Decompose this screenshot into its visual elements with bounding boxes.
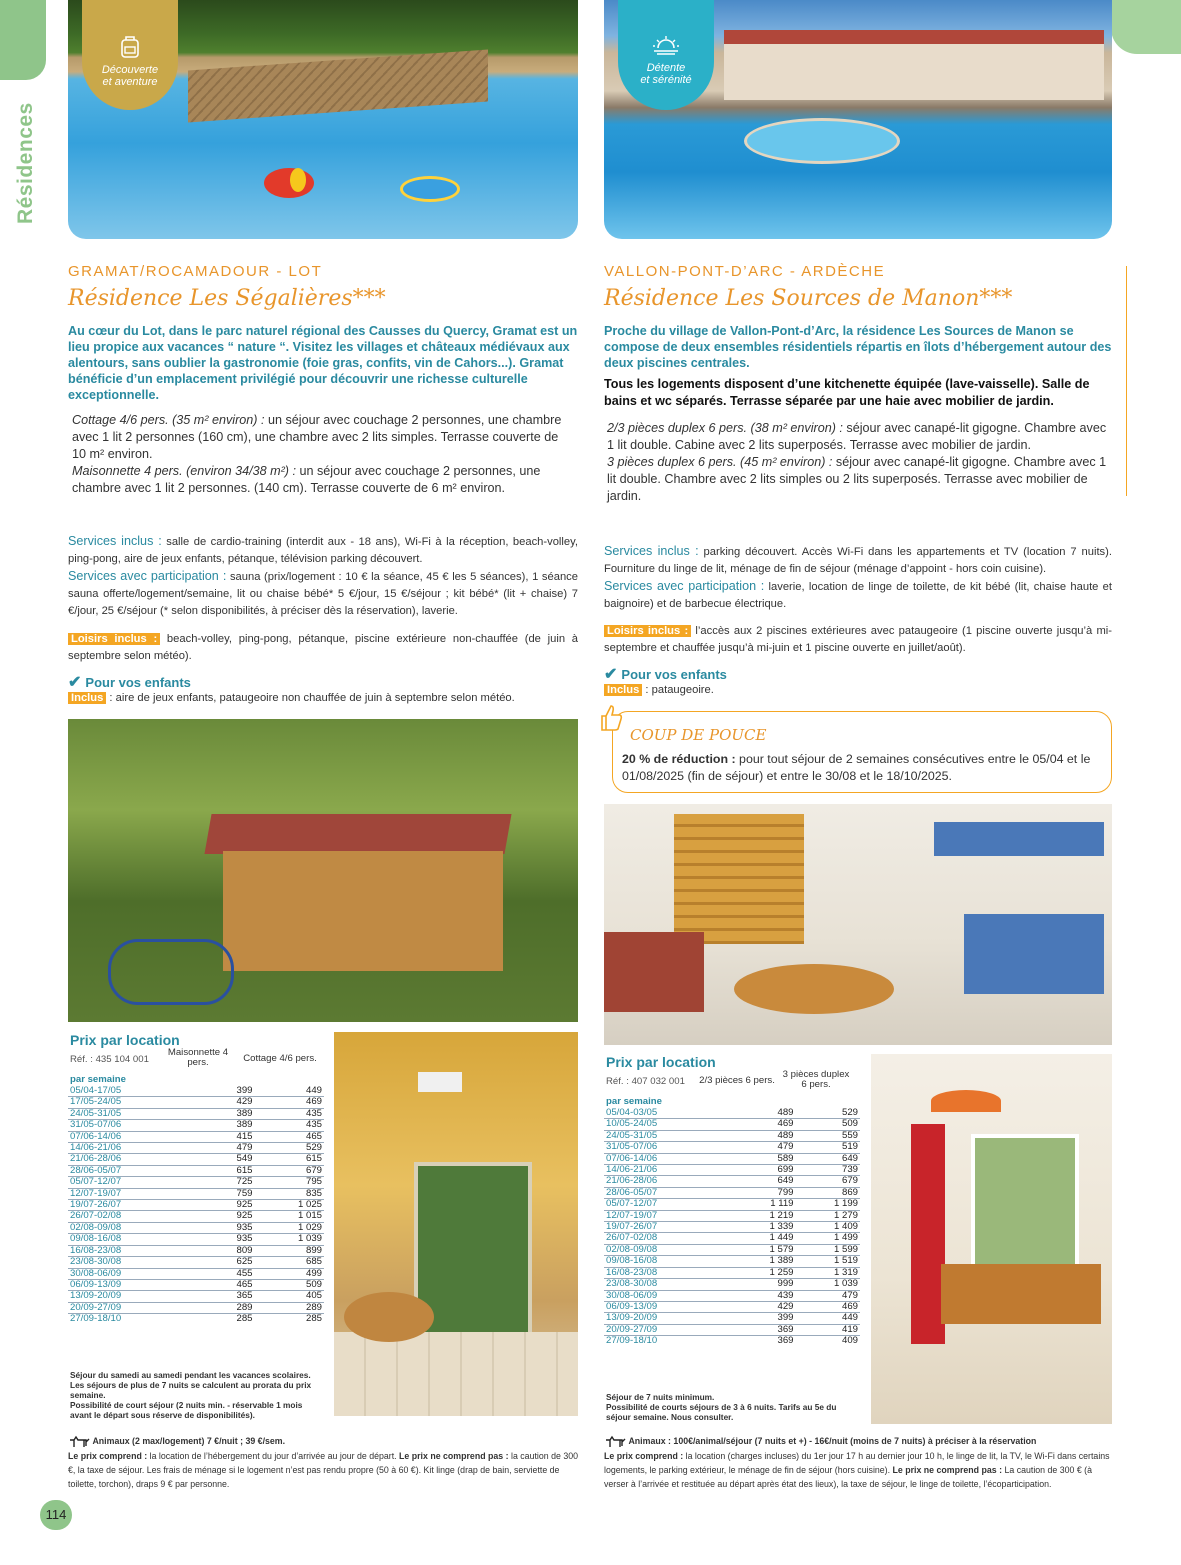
price-period: 21/06-28/06: [68, 1154, 205, 1165]
price-period: 31/05-07/06: [68, 1120, 205, 1131]
dining-room-photo: [871, 1054, 1112, 1424]
price-value: 419: [796, 1324, 860, 1335]
price-period: 26/07-02/08: [68, 1211, 205, 1222]
price-value: 435: [255, 1108, 324, 1119]
badge-line1: Détente: [646, 62, 686, 74]
corner-tab: [1111, 0, 1181, 54]
kids-title-left: [68, 672, 191, 692]
wooden-stairs: [674, 814, 804, 944]
price-value: 615: [255, 1154, 324, 1165]
price-value: 399: [236, 1085, 253, 1096]
activity-badge-right: [618, 0, 714, 110]
price-period: 19/07-26/07: [604, 1222, 731, 1233]
price-value: 365: [205, 1291, 255, 1302]
price-value: 439: [731, 1290, 795, 1301]
price-value: 1 199: [796, 1199, 860, 1210]
price-value: 935: [205, 1222, 255, 1233]
price-title-left: Prix par location: [70, 1032, 180, 1048]
price-value: 615: [205, 1165, 255, 1176]
price-value: 1 259: [731, 1267, 795, 1278]
inclus-label: Inclus: [604, 684, 642, 696]
price-row: [68, 1302, 324, 1313]
price-row: [604, 1119, 860, 1130]
price-period: 05/07-12/07: [68, 1177, 205, 1188]
kids-inclus-left: [68, 690, 578, 707]
price-period: 05/04-17/05: [70, 1085, 122, 1096]
price-value: 679: [255, 1165, 324, 1176]
kids-title-right: [604, 664, 727, 684]
location-right: VALLON-PONT-D’ARC - ARDÈCHE: [604, 263, 886, 280]
price-value: 1 449: [731, 1233, 795, 1244]
check-icon: ✔: [604, 666, 618, 683]
price-value: 679: [796, 1176, 860, 1187]
price-row: [604, 1187, 860, 1198]
price-period: 12/07-19/07: [68, 1188, 205, 1199]
price-period: 26/07-02/08: [604, 1233, 731, 1244]
price-value: 1 409: [796, 1222, 860, 1233]
price-ref-left: Réf. : 435 104 001: [70, 1054, 149, 1065]
kitchen-counter: [964, 914, 1104, 994]
price-row: [68, 1222, 324, 1233]
price-value: 835: [255, 1188, 324, 1199]
price-period: 24/05-31/05: [604, 1130, 731, 1141]
price-value: 399: [731, 1313, 795, 1324]
red-curtain: [911, 1124, 945, 1344]
price-value: 1 599: [796, 1244, 860, 1255]
chalet-wall: [223, 851, 503, 971]
price-period: 02/08-09/08: [604, 1244, 731, 1255]
loisirs-label: Loisirs inclus :: [604, 625, 691, 637]
price-value: 369: [731, 1336, 795, 1347]
price-title-right: Prix par location: [606, 1054, 716, 1070]
price-value: 519: [796, 1142, 860, 1153]
price-row: [604, 1279, 860, 1290]
ne-comprend-label-left: Le prix ne comprend pas :: [399, 1450, 509, 1461]
inclus-text: : aire de jeux enfants, pataugeoire non chauffée de juin à septembre selon météo.: [106, 692, 515, 704]
duplex3-text: séjour avec canapé-lit gigogne. Chambre avec 1 lit double. Chambre avec 2 lits simples ou 2 lits superposés. Terrasse avec mobilier de jardin.: [607, 455, 1107, 503]
price-period: 10/05-24/05: [604, 1119, 731, 1130]
price-period: 05/04-03/05: [606, 1107, 658, 1118]
price-col1-left: Maisonnette 4 pers.: [167, 1047, 229, 1068]
residence-title-left: Résidence Les Ségalières***: [68, 286, 386, 311]
duplex3-label: 3 pièces duplex 6 pers. (45 m² environ) :: [607, 455, 833, 469]
price-row: [604, 1165, 860, 1176]
price-week-left: par semaine: [70, 1074, 126, 1085]
price-value: 799: [731, 1187, 795, 1198]
badge-line2: et sérénité: [640, 74, 692, 86]
tile-floor: [334, 1332, 578, 1416]
price-row: [68, 1131, 324, 1142]
price-period: 06/09-13/09: [68, 1279, 205, 1290]
coup-body: pour tout séjour de 2 semaines consécutives entre le 05/04 et le 01/08/2025 (fin de séjour) et entre le 30/08 et le 18/10/2025.: [622, 752, 1091, 783]
services-participation-label: Services avec participation :: [68, 569, 227, 583]
price-value: 649: [796, 1153, 860, 1164]
price-value: 465: [205, 1279, 255, 1290]
price-period: 09/08-16/08: [68, 1234, 205, 1245]
price-value: 429: [205, 1097, 255, 1108]
price-value: 389: [205, 1108, 255, 1119]
inclus-label: Inclus: [68, 692, 106, 704]
price-value: 559: [796, 1130, 860, 1141]
badge-line2: et aventure: [102, 76, 158, 88]
kids-title-text: Pour vos enfants: [621, 667, 727, 682]
residence-buildings: [724, 40, 1104, 100]
sofa: [604, 932, 704, 1012]
price-ref-right: Réf. : 407 032 001: [606, 1076, 685, 1087]
price-value: 589: [731, 1153, 795, 1164]
price-value: 1 519: [796, 1256, 860, 1267]
price-value: 529: [841, 1107, 858, 1118]
price-value: 549: [205, 1154, 255, 1165]
price-value: 289: [255, 1302, 324, 1313]
animals-left: Animaux (2 max/logement) 7 €/nuit ; 39 €/sem.: [92, 1436, 286, 1446]
coup-text: [622, 751, 1100, 785]
sidebar-tab-top: [0, 0, 46, 80]
price-period: 05/07-12/07: [604, 1199, 731, 1210]
services-inclus-label: Services inclus :: [604, 544, 699, 558]
loisirs-text: l’accès aux 2 piscines extérieures avec pataugeoire (1 piscine ouverte jusqu’à mi-septembre et chauffée jusqu’à mi-juin et 1 piscine ouverte en juillet/août).: [604, 625, 1113, 654]
price-period: 16/08-23/08: [68, 1245, 205, 1256]
price-row: [68, 1165, 324, 1176]
price-row: [604, 1210, 860, 1221]
price-week-right: par semaine: [606, 1096, 662, 1107]
price-period: 20/09-27/09: [68, 1302, 205, 1313]
accommodation-left: [72, 412, 572, 497]
chalet-roof: [204, 814, 511, 854]
dining-table: [734, 964, 894, 1014]
services-participation-text: sauna (prix/logement : 10 € la séance, 45 € les 5 séances), 1 séance sauna offerte/logement/semaine, lit ou chaise bébé* 5 €/jour, 15 €/séjour ; kit bébé* (lit + chaise) 7 €/jour, 25 €/séjour (* selon disponibilités, à préciser dès la réservation), laverie.: [68, 571, 578, 617]
dog-icon: [604, 1435, 626, 1449]
price-value: 1 039: [796, 1279, 860, 1290]
price-row: [604, 1153, 860, 1164]
price-notes-right: [606, 1392, 860, 1422]
price-value: 479: [205, 1143, 255, 1154]
price-value: 489: [731, 1130, 795, 1141]
price-value: 285: [205, 1314, 255, 1325]
inclus-text: : pataugeoire.: [642, 684, 714, 696]
table: [344, 1292, 434, 1342]
price-row: [604, 1256, 860, 1267]
deck-shape: [188, 50, 488, 123]
price-note: Possibilité de court séjour (2 nuits min. - réservable 1 mois avant le départ sous réserve de disponibilités).: [70, 1400, 303, 1420]
price-period: 19/07-26/07: [68, 1200, 205, 1211]
location-left: GRAMAT/ROCAMADOUR - LOT: [68, 263, 323, 280]
price-value: 449: [796, 1313, 860, 1324]
kids-title-text: Pour vos enfants: [85, 675, 191, 690]
price-period: 02/08-09/08: [68, 1222, 205, 1233]
backpack-icon: [117, 34, 143, 60]
pool-duck: [290, 168, 306, 192]
price-value: 435: [255, 1120, 324, 1131]
price-value: 869: [796, 1187, 860, 1198]
price-row: [68, 1291, 324, 1302]
living-room-photo: [604, 804, 1112, 1045]
price-period: 27/09-18/10: [604, 1336, 731, 1347]
price-row: [68, 1314, 324, 1325]
price-col1-right: 2/3 pièces 6 pers.: [699, 1075, 775, 1086]
price-period: 09/08-16/08: [604, 1256, 731, 1267]
thumbs-up-icon: [596, 702, 624, 732]
price-note: Séjour de 7 nuits minimum.: [606, 1392, 715, 1402]
price-period: 17/05-24/05: [68, 1097, 205, 1108]
duplex23-text: séjour avec canapé-lit gigogne. Chambre avec 1 lit double. Cabine avec 2 lits superposés. Terrasse avec mobilier de jardin.: [607, 421, 1107, 452]
price-value: 429: [731, 1301, 795, 1312]
price-value: 469: [731, 1119, 795, 1130]
price-row: [68, 1257, 324, 1268]
price-row: [68, 1188, 324, 1199]
price-value: 1 015: [255, 1211, 324, 1222]
price-value: 455: [205, 1268, 255, 1279]
price-value: 999: [731, 1279, 795, 1290]
services-participation-label: Services avec participation :: [604, 579, 765, 593]
price-period: 24/05-31/05: [68, 1108, 205, 1119]
ne-comprend-right: La caution de 300 € (à verser à l’arrivée et restituée au départ après état des lieux), la taxe de séjour, le linge de toilette, l’écoparticipation.: [604, 1464, 1093, 1489]
price-period: 07/06-14/06: [68, 1131, 205, 1142]
loisirs-right: [604, 623, 1112, 657]
price-row: [604, 1290, 860, 1301]
comprend-left: la location de l’hébergement du jour d’arrivée au jour de départ.: [147, 1450, 397, 1461]
price-value: 899: [255, 1245, 324, 1256]
pool-toy: [400, 176, 460, 202]
price-value: 739: [796, 1165, 860, 1176]
price-value: 469: [255, 1097, 324, 1108]
price-period: 14/06-21/06: [604, 1165, 731, 1176]
price-period: 16/08-23/08: [604, 1267, 731, 1278]
animals-right: Animaux : 100€/animal/séjour (7 nuits et +) - 16€/nuit (moins de 7 nuits) à préciser à la réservation: [628, 1436, 1037, 1446]
price-row: [68, 1177, 324, 1188]
jacuzzi: [744, 118, 900, 164]
footer-left: [68, 1434, 580, 1491]
price-row: [604, 1336, 860, 1347]
price-value: 289: [205, 1302, 255, 1313]
services-inclus-text: parking découvert. Accès Wi-Fi dans les appartements et TV (location 7 nuits). Fourniture du linge de lit, ménage de fin de séjour (ménage d’appoint - hors coin cuisine).: [604, 546, 1112, 575]
price-notes-left: [70, 1370, 320, 1420]
dog-icon: [68, 1435, 90, 1449]
price-period: 06/09-13/09: [604, 1301, 731, 1312]
price-value: 699: [731, 1165, 795, 1176]
loisirs-left: [68, 631, 578, 665]
price-period: 20/09-27/09: [604, 1324, 731, 1335]
kitchen-right: Tous les logements disposent d’une kitchenette équipée (lave-vaisselle). Salle de bains et wc séparés. Terrasse séparée par une haie avec mobilier de jardin.: [604, 377, 1090, 408]
price-row: [68, 1245, 324, 1256]
price-row: [68, 1279, 324, 1290]
price-value: 795: [255, 1177, 324, 1188]
price-value: 529: [255, 1143, 324, 1154]
services-inclus-label: Services inclus :: [68, 534, 162, 548]
price-period: 14/06-21/06: [68, 1143, 205, 1154]
check-icon: ✔: [68, 674, 82, 691]
maison-label: Maisonnette 4 pers. (environ 34/38 m²) :: [72, 464, 296, 478]
cottage-text: un séjour avec couchage 2 personnes, une chambre avec 1 lit 2 personnes (160 cm), une chambre avec 2 lits simples. Terrasse couverte de 10 m² environ.: [72, 413, 562, 461]
price-value: 479: [796, 1290, 860, 1301]
coup-title: COUP DE POUCE: [630, 726, 767, 744]
price-value: 479: [731, 1142, 795, 1153]
price-period: 12/07-19/07: [604, 1210, 731, 1221]
air-conditioner: [418, 1072, 462, 1092]
section-label: Résidences: [14, 102, 37, 224]
pendant-lamp: [931, 1090, 1001, 1112]
price-row: [68, 1143, 324, 1154]
price-value: 409: [796, 1336, 860, 1347]
price-period: 07/06-14/06: [604, 1153, 731, 1164]
price-value: 935: [205, 1234, 255, 1245]
price-period: 21/06-28/06: [604, 1176, 731, 1187]
price-value: 405: [255, 1291, 324, 1302]
price-period: 13/09-20/09: [68, 1291, 205, 1302]
page-number: 114: [40, 1500, 72, 1530]
price-value: 465: [255, 1131, 324, 1142]
price-value: 449: [305, 1085, 322, 1096]
sunset-icon: [651, 34, 681, 58]
price-value: 725: [205, 1177, 255, 1188]
price-row: [68, 1120, 324, 1131]
price-row: [68, 1097, 324, 1108]
services-right: [604, 543, 1112, 613]
price-value: 509: [255, 1279, 324, 1290]
price-value: 1 389: [731, 1256, 795, 1267]
building-roofs: [724, 30, 1104, 44]
price-value: 285: [255, 1314, 324, 1325]
price-period: 28/06-05/07: [604, 1187, 731, 1198]
price-period: 30/08-06/09: [604, 1290, 731, 1301]
price-value: 925: [205, 1200, 255, 1211]
badge-line1: Découverte: [101, 64, 159, 76]
price-row: [68, 1268, 324, 1279]
interior-photo-left: [334, 1032, 578, 1416]
price-period: 13/09-20/09: [604, 1313, 731, 1324]
right-divider: [1126, 266, 1127, 496]
comprend-right: la location (charges incluses) du 1er jour 17 h au dernier jour 10 h, le linge de lit, la TV, le Wi-Fi dans certains logements, le parking extérieur, le ménage de fin de séjour (hors cuisine).: [604, 1450, 1110, 1475]
price-value: 1 339: [731, 1222, 795, 1233]
price-note: Possibilité de courts séjours de 3 à 6 nuits. Tarifs au 5e du séjour semaine. Nous consulter.: [606, 1402, 837, 1422]
price-row: [68, 1086, 324, 1097]
price-table-left: [68, 1086, 324, 1325]
bicycle: [108, 939, 234, 1005]
duplex23-label: 2/3 pièces duplex 6 pers. (38 m² environ) :: [607, 421, 843, 435]
price-row: [604, 1244, 860, 1255]
price-row: [68, 1234, 324, 1245]
price-row: [604, 1233, 860, 1244]
pool-float: [264, 168, 314, 198]
price-row: [604, 1222, 860, 1233]
price-col2-left: Cottage 4/6 pers.: [243, 1053, 317, 1064]
price-value: 1 219: [731, 1210, 795, 1221]
price-period: 23/08-30/08: [604, 1279, 731, 1290]
price-value: 489: [777, 1107, 794, 1118]
services-inclus-text: salle de cardio-training (interdit aux - 18 ans), Wi-Fi à la réception, beach-volley, ping-pong, aire de jeux enfants, pétanque, télévision parking découvert.: [68, 536, 578, 565]
kitchen-cabinets: [934, 822, 1104, 856]
loisirs-label: Loisirs inclus :: [68, 633, 160, 645]
residence-title-right: Résidence Les Sources de Manon***: [604, 286, 1013, 311]
garden-door: [971, 1134, 1079, 1282]
price-value: 809: [205, 1245, 255, 1256]
price-value: 1 579: [731, 1244, 795, 1255]
price-value: 369: [731, 1324, 795, 1335]
price-value: 415: [205, 1131, 255, 1142]
maison-text: un séjour avec couchage 2 personnes, une chambre avec 1 lit 2 personnes. (140 cm). Terrasse couverte de 6 m² environ.: [72, 464, 541, 495]
price-value: 389: [205, 1120, 255, 1131]
price-value: 1 499: [796, 1233, 860, 1244]
price-value: 685: [255, 1257, 324, 1268]
comprend-label-left: Le prix comprend :: [68, 1450, 148, 1461]
price-period: 30/08-06/09: [68, 1268, 205, 1279]
intro-right: Proche du village de Vallon-Pont-d’Arc, la résidence Les Sources de Manon se compose de deux ensembles résidentiels répartis en îlots d’hébergement autour des deux piscines centrales.: [604, 324, 1112, 370]
price-value: 1 025: [255, 1200, 324, 1211]
price-value: 649: [731, 1176, 795, 1187]
ne-comprend-label-right: Le prix ne comprend pas :: [892, 1464, 1003, 1475]
activity-badge-left: [82, 0, 178, 110]
price-value: 625: [205, 1257, 255, 1268]
services-participation-text: laverie, location de linge de toilette, de kit bébé (lit, chaise haute et baignoire) et de barbecue électrique.: [604, 581, 1112, 610]
price-col2-right: 3 pièces duplex 6 pers.: [782, 1069, 850, 1090]
price-row: [604, 1199, 860, 1210]
price-value: 1 119: [731, 1199, 795, 1210]
price-row: [604, 1324, 860, 1335]
price-row: [604, 1130, 860, 1141]
comprend-label-right: Le prix comprend :: [604, 1450, 684, 1461]
price-table-right: [604, 1108, 860, 1347]
kids-inclus-right: [604, 682, 1112, 699]
price-period: 31/05-07/06: [604, 1142, 731, 1153]
price-value: 925: [205, 1211, 255, 1222]
price-period: 27/09-18/10: [68, 1314, 205, 1325]
cottage-label: Cottage 4/6 pers. (35 m² environ) :: [72, 413, 265, 427]
price-row: [604, 1142, 860, 1153]
price-value: 469: [796, 1301, 860, 1312]
price-value: 1 039: [255, 1234, 324, 1245]
price-row: [604, 1176, 860, 1187]
price-period: 28/06-05/07: [68, 1165, 205, 1176]
ne-comprend-left: la caution de 300 €, la taxe de séjour. Les frais de ménage si le logement n’est pas rendu propre (50 à 60 €). Kit linge (drap de bain, serviette de toilette, torchon), draps 9 € par personne.: [68, 1450, 578, 1489]
price-row: [68, 1211, 324, 1222]
price-row: [68, 1200, 324, 1211]
price-row: [68, 1154, 324, 1165]
accommodation-right: [607, 420, 1107, 505]
price-row: [604, 1313, 860, 1324]
footer-right: [604, 1434, 1114, 1491]
intro-left: Au cœur du Lot, dans le parc naturel régional des Causses du Quercy, Gramat est un lieu propice aux vacances “ nature “. Visitez les villages et châteaux médiévaux aux alentours, sans oublier la gastronomie (foie gras, confits, vin de Cahors...). Gramat bénéficie d’un emplacement privilégié pour découvrir une richesse culturelle exceptionnelle.: [68, 324, 578, 402]
price-row: [604, 1267, 860, 1278]
price-value: 759: [205, 1188, 255, 1199]
chalet-photo: [68, 719, 578, 1022]
price-value: 1 029: [255, 1222, 324, 1233]
price-value: 1 319: [796, 1267, 860, 1278]
price-row: [604, 1301, 860, 1312]
price-row: [604, 1108, 860, 1119]
price-value: 499: [255, 1268, 324, 1279]
loisirs-text: beach-volley, ping-pong, pétanque, piscine extérieure non-chauffée (de juin à septembre selon météo).: [68, 633, 578, 662]
price-value: 509: [796, 1119, 860, 1130]
coup-label: 20 % de réduction :: [622, 752, 736, 766]
dining-table-right: [941, 1264, 1101, 1324]
price-value: 1 279: [796, 1210, 860, 1221]
services-left: [68, 533, 578, 620]
price-row: [68, 1108, 324, 1119]
price-note: Séjour du samedi au samedi pendant les vacances scolaires.: [70, 1370, 311, 1380]
price-note: Les séjours de plus de 7 nuits se calculent au prorata du prix semaine.: [70, 1380, 312, 1400]
price-period: 23/08-30/08: [68, 1257, 205, 1268]
